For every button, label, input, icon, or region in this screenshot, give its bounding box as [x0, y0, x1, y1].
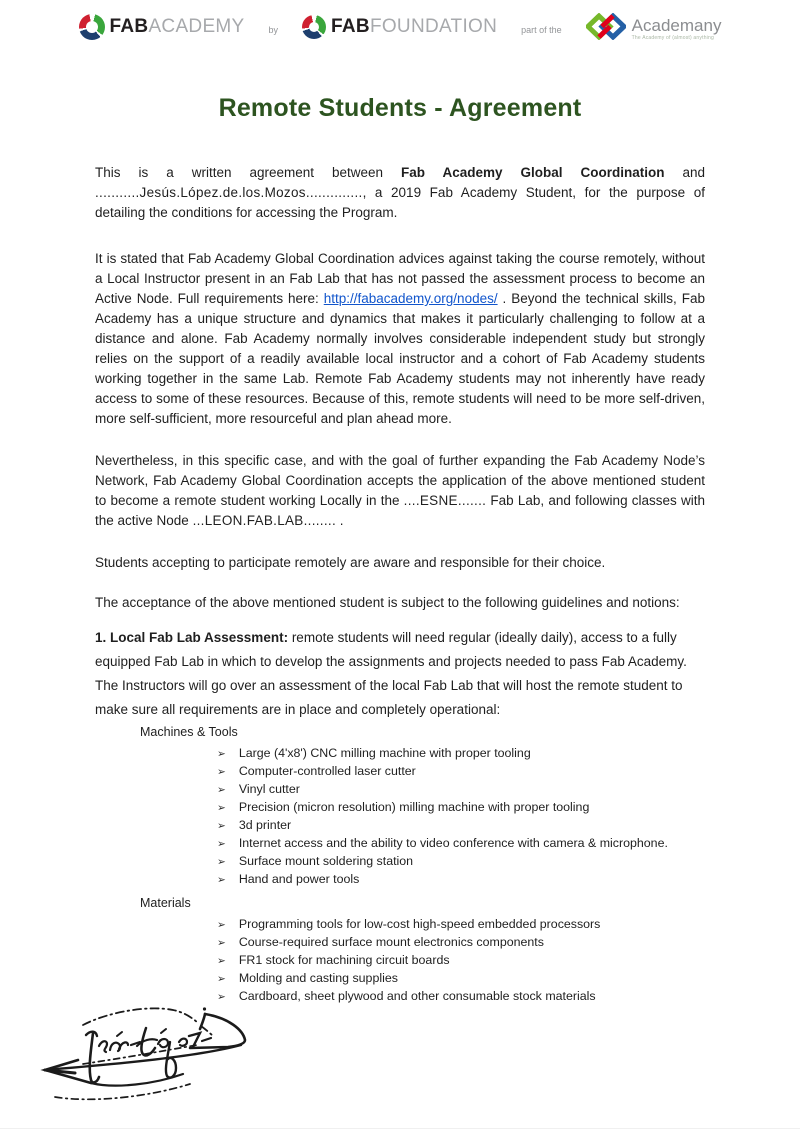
fab-academy-logo [79, 14, 245, 40]
academany-tagline: The Academy of (almost) anything [631, 35, 714, 41]
list-item-label: Hand and power tools [238, 872, 360, 886]
p3-text-end: . [336, 513, 344, 528]
p1-text-and: and [664, 165, 706, 180]
student-name-fill: ...........Jesús.López.de.los.Mozos.............. [95, 185, 363, 200]
local-lab-fill: ....ESNE....... [403, 493, 487, 508]
list-item [217, 988, 705, 1006]
agreement-paragraph-1 [95, 163, 705, 223]
academany-icon [586, 13, 626, 40]
section-1-assessment [95, 626, 705, 722]
section-1-body-text: remote students will need regular (ideally daily), access to a fully equipped Fab Lab in which to develop the assignments and projects needed to pass Fab Academy. The Instructors will go over an assessment of the local Fab Lab that will host the remote student to make sure all requirements are in place and completely operational: [95, 630, 687, 717]
list-item-label: FR1 stock for machining circuit boards [238, 953, 450, 967]
p3-text-between: Fab Lab, and following classes with the active Node [95, 493, 705, 528]
machines-tools-list [95, 745, 705, 889]
page-bottom-edge [0, 1128, 800, 1129]
arrow-bullet-icon: ➢ [217, 856, 226, 868]
fab-foundation-wordmark-bold: FAB [331, 16, 370, 37]
materials-list [95, 916, 705, 1006]
list-item [217, 970, 705, 988]
fab-academy-wordmark [110, 16, 245, 38]
list-item-label: Precision (micron resolution) milling machine with proper tooling [238, 800, 590, 814]
p2-text-before-link: It is stated that Fab Academy Global Coordination advices against taking the course remotely, without a Local Instructor present in an Fab Lab that has not passed the assessment process to become an Active Node. Full requirements here: [95, 251, 705, 306]
list-item [217, 817, 705, 835]
nodes-link[interactable]: http://fabacademy.org/nodes/ [323, 291, 498, 306]
list-item-label: Large (4'x8') CNC milling machine with proper tooling [238, 746, 531, 760]
list-item [217, 763, 705, 781]
page-title: Remote Students - Agreement [218, 94, 582, 122]
list-item [217, 952, 705, 970]
arrow-bullet-icon: ➢ [217, 838, 226, 850]
list-item [217, 745, 705, 763]
academany-wordmark [632, 13, 722, 41]
machines-tools-heading: Machines & Tools [140, 725, 238, 739]
list-item [217, 799, 705, 817]
fab-foundation-wordmark [331, 16, 497, 38]
section-1-heading: 1. Local Fab Lab Assessment: [95, 630, 289, 645]
arrow-bullet-icon: ➢ [217, 874, 226, 886]
fab-academy-icon [79, 14, 105, 40]
arrow-bullet-icon: ➢ [217, 820, 226, 832]
list-item [217, 835, 705, 853]
agreement-paragraph-4: Students accepting to participate remotely are aware and responsible for their choice. [95, 555, 606, 570]
agreement-paragraph-2 [95, 249, 705, 429]
fab-foundation-wordmark-light: FOUNDATION [369, 16, 498, 37]
fab-foundation-icon [302, 15, 326, 39]
list-item-label: 3d printer [238, 818, 292, 832]
list-item-label: Surface mount soldering station [238, 854, 414, 868]
signature-dot [203, 1007, 206, 1010]
list-item-label: Vinyl cutter [238, 782, 300, 796]
list-item-label: Computer-controlled laser cutter [238, 764, 416, 778]
list-item [217, 871, 705, 889]
list-item-label: Course-required surface mount electronics components [238, 935, 544, 949]
list-item [217, 853, 705, 871]
arrow-bullet-icon: ➢ [217, 973, 226, 985]
arrow-bullet-icon: ➢ [217, 955, 226, 967]
academany-logo [586, 13, 722, 41]
arrow-bullet-icon: ➢ [217, 937, 226, 949]
arrow-bullet-icon: ➢ [217, 784, 226, 796]
p1-bold-coordination: Fab Academy Global Coordination [401, 165, 665, 180]
list-item-label: Molding and casting supplies [238, 971, 398, 985]
agreement-body [95, 163, 705, 1006]
list-item-label: Programming tools for low-cost high-speed embedded processors [238, 917, 601, 931]
arrow-bullet-icon: ➢ [217, 919, 226, 931]
list-item [217, 916, 705, 934]
part-of-the-label: part of the [521, 25, 562, 35]
academany-name: Academany [631, 16, 722, 35]
materials-heading: Materials [140, 896, 191, 910]
active-node-fill: ...LEON.FAB.LAB........ [192, 513, 337, 528]
list-item-label: Internet access and the ability to video conference with camera & microphone. [238, 836, 668, 850]
list-item-label: Cardboard, sheet plywood and other consumable stock materials [238, 989, 596, 1003]
agreement-paragraph-3 [95, 451, 705, 531]
fab-academy-wordmark-bold: FAB [109, 16, 149, 37]
p1-text-after: , a 2019 Fab Academy Student, for the purpose of detailing the conditions for accessing the Program. [95, 185, 705, 220]
arrow-bullet-icon: ➢ [217, 748, 226, 760]
p3-text-before-lab: Nevertheless, in this specific case, and with the goal of further expanding the Fab Academy Node’s Network, Fab Academy Global Coordination accepts the application of the above mentioned student to become a remote student working Locally in the [95, 453, 705, 508]
arrow-bullet-icon: ➢ [217, 766, 226, 778]
list-item [217, 781, 705, 799]
agreement-paragraph-5: The acceptance of the above mentioned student is subject to the following guidelines and notions: [95, 595, 680, 610]
list-item [217, 934, 705, 952]
fab-foundation-logo [302, 15, 497, 39]
fab-academy-wordmark-light: ACADEMY [148, 16, 245, 37]
header-logos [0, 13, 800, 41]
p1-text-before: This is a written agreement between [95, 165, 402, 180]
p2-text-after-link: . Beyond the technical skills, Fab Academy has a unique structure and dynamics that makes it particularly challenging to follow at a distance and alone. Fab Academy normally involves considerable independent study but strongly relies on the support of a readily available local instructor and a cohort of Fab Academy students working together in the same Lab. Remote Fab Academy students may not inherently have ready access to some of these resources. Because of this, remote students will need to be more self-driven, more self-sufficient, more resourceful and plan ahead more. [95, 291, 705, 426]
arrow-bullet-icon: ➢ [217, 991, 226, 1003]
signature [33, 1000, 268, 1130]
by-label: by [268, 25, 279, 35]
arrow-bullet-icon: ➢ [217, 802, 226, 814]
